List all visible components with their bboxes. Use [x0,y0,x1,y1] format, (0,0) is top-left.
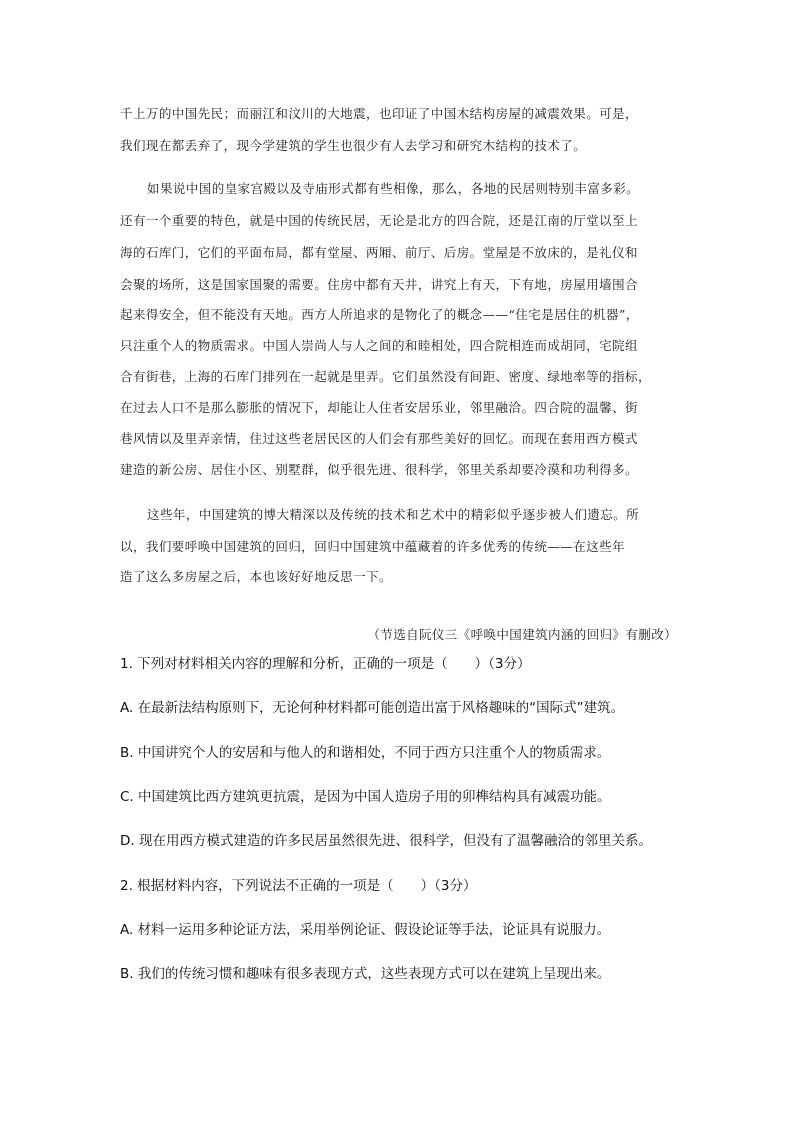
question-1-option-a: A. 在最新法结构原则下，无论何种材料都可能创造出富于风格趣味的“国际式”建筑。 [120,700,625,716]
question-1-stem: 1. 下列对材料相关内容的理解和分析，正确的一项是（ ）（3分） [120,656,531,672]
question-2-option-a: A. 材料一运用多种论证方法，采用举例论证、假设论证等手法，论证具有说服力。 [120,922,611,938]
passage-line: 千上万的中国先民；而丽江和汶川的大地震，也印证了中国木结构房屋的减震效果。可是， [120,106,639,121]
question-2-stem: 2. 根据材料内容，下列说法不正确的一项是（ ）（3分） [120,878,477,894]
passage-line: 如果说中国的皇家宫殿以及寺庙形式都有些相像，那么，各地的民居则特别丰富多彩。 [147,181,640,196]
passage-source: （节选自阮仪三《呼唤中国建筑内涵的回归》有删改） [367,626,677,642]
passage-line: 会聚的场所，这是国家国聚的需要。住房中都有天井，讲究上有天，下有地，房屋用墙围合 [120,277,639,292]
passage-line: 我们现在都丢弃了，现今学建筑的学生也很少有人去学习和研究木结构的技术了。 [120,138,587,153]
passage-line: 起来得安全，但不能没有天地。西方人所追求的是物化了的概念——“住宅是居住的机器”， [120,307,639,322]
passage-line: 还有一个重要的特色，就是中国的传统民居，无论是北方的四合院，还是江南的厅堂以至上 [120,213,639,228]
question-1-option-b: B. 中国讲究个人的安居和与他人的和谐相处，不同于西方只注重个人的物质需求。 [120,745,611,761]
passage-line: 以，我们要呼唤中国建筑的回归，回归中国建筑中蕴藏着的许多优秀的传统——在这些年 [120,539,626,554]
passage-line: 只注重个人的物质需求。中国人崇尚人与人之间的和睦相处，四合院相连而成胡同，宅院组 [120,338,639,353]
passage-line: 建造的新公房、居住小区、别墅群，似乎很先进、很科学，邻里关系却要冷漠和功利得多。 [120,462,639,477]
question-2-option-b: B. 我们的传统习惯和趣味有很多表现方式，这些表现方式可以在建筑上呈现出来。 [120,966,611,982]
passage-line: 造了这么多房屋之后，本也该好好地反思一下。 [120,569,392,584]
question-1-option-d: D. 现在用西方模式建造的许多民居虽然很先进、很科学，但没有了温馨融洽的邻里关系。 [120,833,652,849]
passage-line: 海的石库门，它们的平面布局，都有堂屋、两厢、前厅、后房。堂屋是不放床的，是礼仪和 [120,245,639,260]
passage-line: 巷风情以及里弄亲情，住过这些老居民区的人们会有那些美好的回忆。而现在套用西方模式 [120,431,639,446]
passage-line: 这些年，中国建筑的博大精深以及传统的技术和艺术中的精彩似乎逐步被人们遗忘。所 [147,507,640,522]
passage-line: 在过去人口不是那么膨胀的情况下，却能让人住者安居乐业，邻里融洽。四合院的温馨、街 [120,400,639,415]
passage-line: 合有街巷，上海的石库门排列在一起就是里弄。它们虽然没有间距、密度、绿地率等的指标， [120,369,651,384]
question-1-option-c: C. 中国建筑比西方建筑更抗震，是因为中国人造房子用的卯榫结构具有减震功能。 [120,789,611,805]
